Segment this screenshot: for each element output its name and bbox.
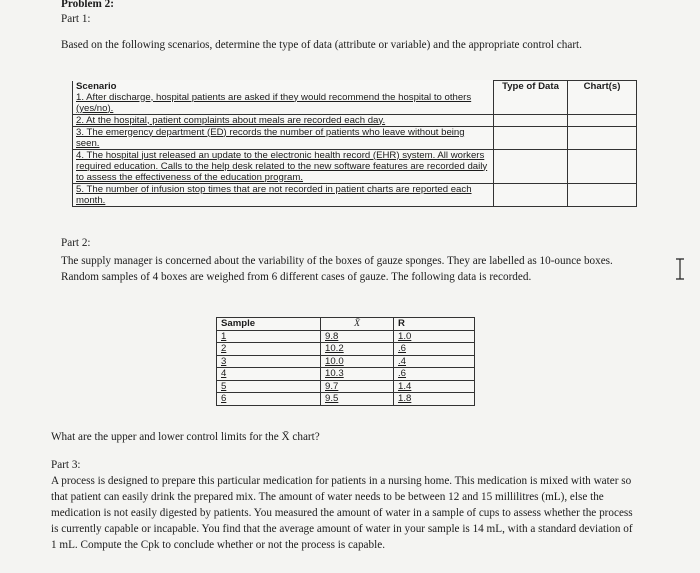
scenario-cell: 5. The number of infusion stop times that are not recorded in patient charts are reported each month. (73, 183, 494, 206)
xbar-cell: 10.3 (321, 368, 394, 381)
type-of-data-cell[interactable] (494, 149, 568, 183)
scenario-cell: 2. At the hospital, patient complaints about meals are recorded each day. (73, 114, 494, 126)
charts-cell[interactable] (568, 114, 637, 126)
sample-cell: 2 (217, 343, 321, 356)
type-of-data-cell[interactable] (494, 114, 568, 126)
table-row (73, 114, 637, 126)
table-row (217, 355, 475, 368)
part3-label: Part 3: (51, 459, 81, 471)
scenario-cell: 4. The hospital just released an update to the electronic health record (EHR) system. All workers required education. Calls to the help desk related to the new software features are recorded daily to assess the effectiveness of the education program. (73, 149, 494, 183)
scenario-cell: 1. After discharge, hospital patients are asked if they would recommend the hospital to others (yes/no). (73, 92, 494, 115)
xbar-cell: 9.8 (321, 330, 394, 343)
range-cell: 1.4 (394, 380, 475, 393)
scenario-table (72, 80, 637, 207)
text-cursor-icon (675, 258, 685, 280)
table-row (217, 380, 475, 393)
xbar-header: X̄ (321, 318, 394, 331)
sample-table (216, 317, 475, 406)
type-of-data-cell[interactable] (494, 183, 568, 206)
range-cell: 1.0 (394, 330, 475, 343)
table-row (73, 183, 637, 206)
part2-intro: The supply manager is concerned about the variability of the boxes of gauze sponges. They are labelled as 10-ounce boxes. Random samples of 4 boxes are weighed from 6 different cases of gauze. The following data is recorded. (61, 255, 613, 283)
sample-cell: 1 (217, 330, 321, 343)
part3-text: A process is designed to prepare this particular medication for patients in a nursing home. This medication is mixed with water so that patient can easily drink the prepared mix. The amount of water needs to be between 12 and 15 millilitres (mL), else the medication is not easily digested by patients. You measured the amount of water in a sample of cups to assess whether the process is currently capable or incapable. You find that the average amount of water in your sample is 14 mL, with a standard deviation of 1 mL. Compute the Cpk to conclude whether or not the process is capable. (51, 475, 633, 551)
sample-cell: 4 (217, 368, 321, 381)
table-row (73, 149, 637, 183)
charts-cell[interactable] (568, 149, 637, 183)
range-cell: 1.8 (394, 393, 475, 406)
xbar-cell: 10.0 (321, 355, 394, 368)
part1-intro: Based on the following scenarios, determine the type of data (attribute or variable) and the appropriate control chart. (61, 39, 582, 51)
table-row (217, 368, 475, 381)
charts-header: Chart(s) (568, 81, 637, 115)
scenario-header: Scenario (73, 81, 494, 92)
charts-cell[interactable] (568, 183, 637, 206)
range-cell: .6 (394, 343, 475, 356)
charts-cell[interactable] (568, 126, 637, 149)
table-row (217, 330, 475, 343)
xbar-question: What are the upper and lower control limits for the X̄ chart? (51, 431, 320, 443)
part1-label: Part 1: (61, 13, 91, 25)
sample-cell: 5 (217, 380, 321, 393)
range-cell: .4 (394, 355, 475, 368)
xbar-cell: 9.7 (321, 380, 394, 393)
xbar-cell: 10.2 (321, 343, 394, 356)
problem-title: Problem 2: (61, 0, 114, 10)
sample-cell: 3 (217, 355, 321, 368)
table-header-row (217, 318, 475, 331)
sample-header: Sample (217, 318, 321, 331)
part2-label: Part 2: (61, 237, 91, 249)
table-row (217, 393, 475, 406)
type-of-data-header: Type of Data (494, 81, 568, 115)
table-row (217, 343, 475, 356)
scenario-cell: 3. The emergency department (ED) records the number of patients who leave without being seen. (73, 126, 494, 149)
table-row (73, 126, 637, 149)
xbar-cell: 9.5 (321, 393, 394, 406)
range-header: R (394, 318, 475, 331)
range-cell: .6 (394, 368, 475, 381)
type-of-data-cell[interactable] (494, 126, 568, 149)
sample-cell: 6 (217, 393, 321, 406)
